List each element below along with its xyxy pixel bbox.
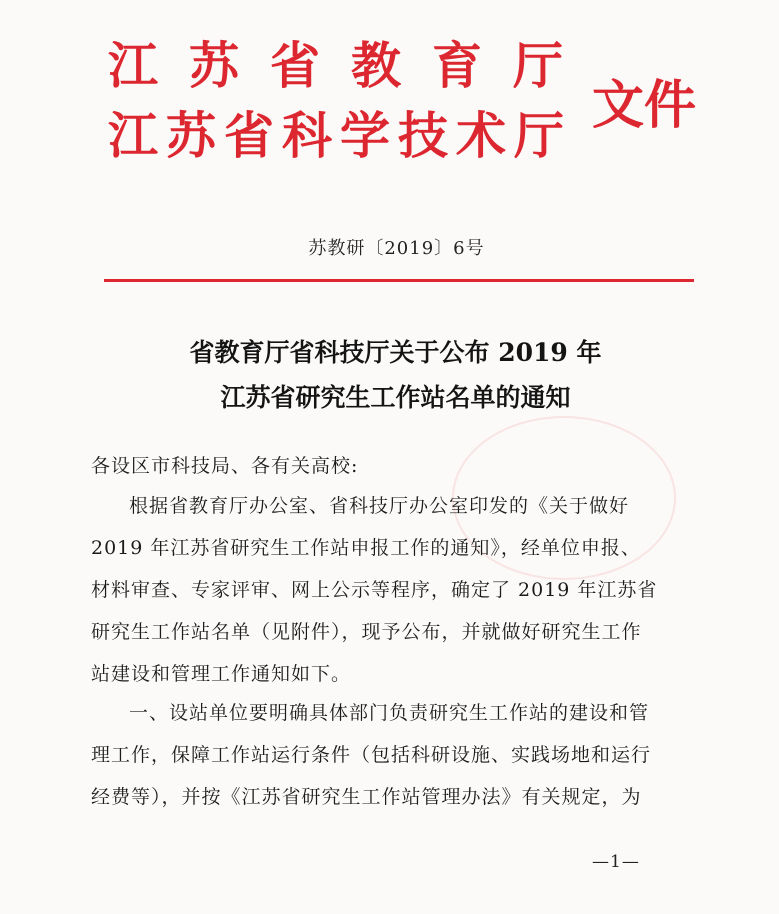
body-line-7: 理工作，保障工作站运行条件（包括科研设施、实践场地和运行 bbox=[91, 744, 652, 766]
issuer-education-department: 江苏省教育厅 bbox=[108, 36, 594, 95]
body-line-8: 经费等），并按《江苏省研究生工作站管理办法》有关规定，为 bbox=[91, 786, 642, 808]
body-line-4: 研究生工作站名单（见附件），现予公布，并就做好研究生工作 bbox=[91, 621, 642, 643]
document-number: 苏教研〔2019〕6号 bbox=[308, 238, 485, 259]
document-title-line-1: 省教育厅省科技厅关于公布 2019 年 bbox=[189, 338, 602, 367]
recipient-line: 各设区市科技局、各有关高校: bbox=[91, 455, 359, 477]
issuer-science-technology-department: 江苏省科学技术厅 bbox=[108, 106, 572, 165]
body-line-3: 材料审查、专家评审、网上公示等程序，确定了 2019 年江苏省 bbox=[91, 579, 658, 601]
body-line-1: 根据省教育厅办公室、省科技厅办公室印发的《关于做好 bbox=[129, 495, 630, 517]
body-line-5: 站建设和管理工作通知如下。 bbox=[91, 663, 352, 685]
page-number: —1— bbox=[592, 852, 640, 872]
header-red-divider bbox=[104, 279, 694, 282]
document-type-label: 文件 bbox=[592, 75, 697, 136]
body-line-6: 一、设站单位要明确具体部门负责研究生工作站的建设和管 bbox=[129, 702, 650, 724]
body-line-2: 2019 年江苏省研究生工作站申报工作的通知》，经单位申报、 bbox=[91, 537, 641, 559]
document-title-line-2: 江苏省研究生工作站名单的通知 bbox=[220, 383, 571, 412]
